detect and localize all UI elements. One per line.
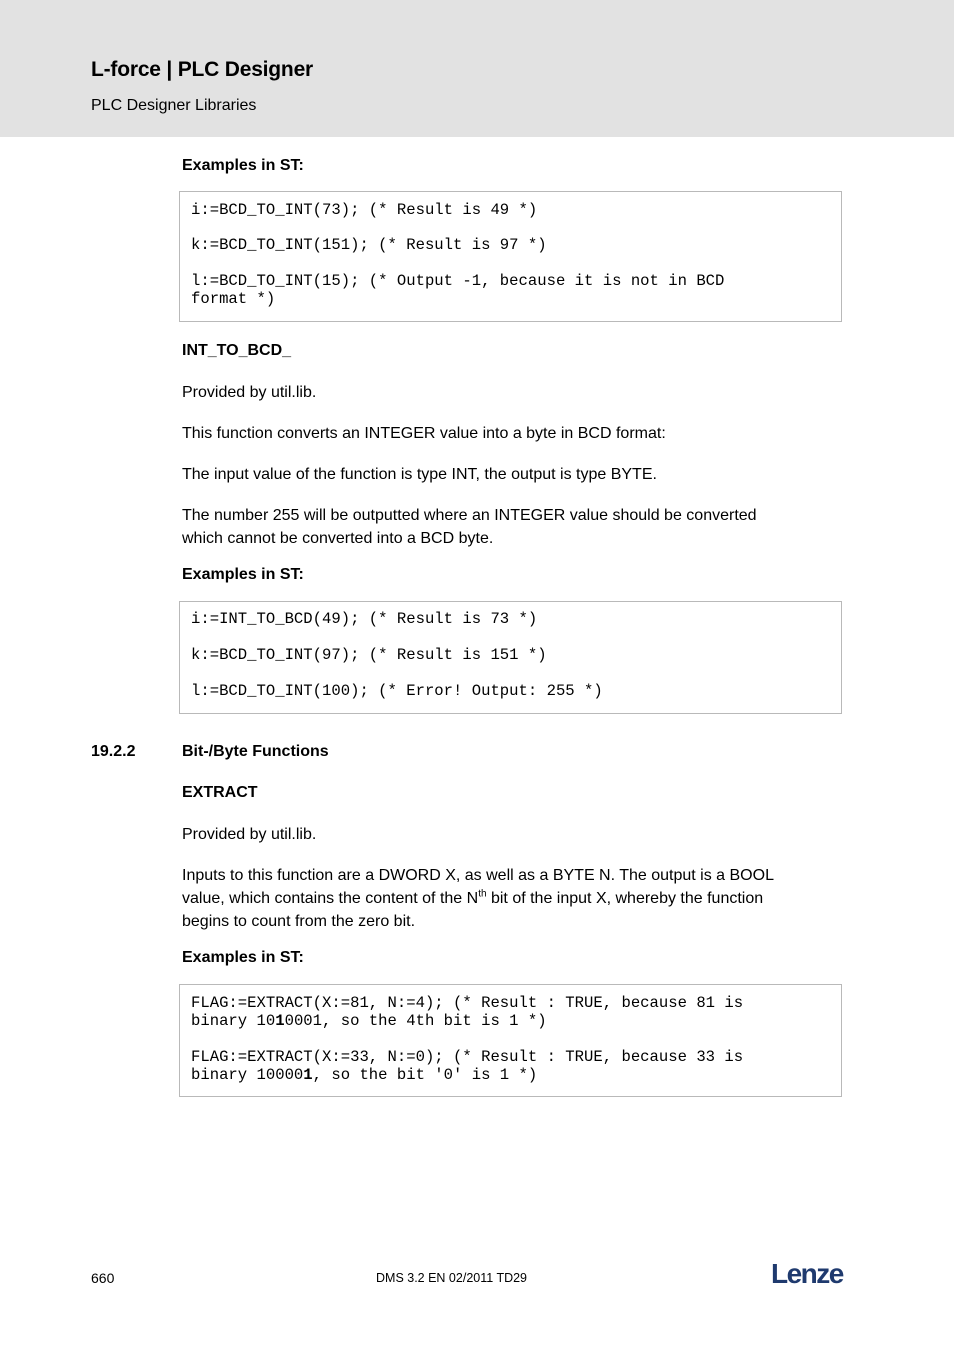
paragraph-line: The number 255 will be outputted where an INTEGER value should be converted <box>182 507 757 524</box>
page-number: 660 <box>91 1270 115 1286</box>
code-line: k:=BCD_TO_INT(97); (* Result is 151 *) <box>191 646 547 664</box>
superscript: th <box>478 888 487 900</box>
code-line: FLAG:=EXTRACT(X:=33, N:=0); (* Result : TRUE, because 33 is <box>191 1048 744 1066</box>
paragraph: This function converts an INTEGER value into a byte in BCD format: <box>182 425 666 442</box>
function-title: EXTRACT <box>182 784 258 801</box>
code-line: i:=INT_TO_BCD(49); (* Result is 73 *) <box>191 610 538 628</box>
code-line: l:=BCD_TO_INT(15); (* Output -1, because it is not in BCD <box>191 272 725 290</box>
code-bold-digit: 1 <box>303 1066 313 1084</box>
code-box <box>179 984 842 1097</box>
code-text: 0001, so the 4th bit is 1 *) <box>284 1012 547 1030</box>
paragraph <box>182 864 842 933</box>
paragraph: Provided by util.lib. <box>182 826 317 843</box>
code-bold-digit: 1 <box>275 1012 285 1030</box>
lenze-logo-icon <box>771 1259 851 1287</box>
paragraph-line <box>182 887 842 910</box>
examples-heading: Examples in ST: <box>182 949 304 966</box>
page-header <box>0 0 954 137</box>
paragraph <box>182 504 842 550</box>
text: value, which contains the content of the N <box>182 890 479 907</box>
code-text: binary 10000 <box>191 1066 304 1084</box>
code-line: k:=BCD_TO_INT(151); (* Result is 97 *) <box>191 236 547 254</box>
paragraph: The input value of the function is type INT, the output is type BYTE. <box>182 466 657 483</box>
code-line <box>191 1066 537 1084</box>
function-title: INT_TO_BCD_ <box>182 342 292 359</box>
document-subtitle: PLC Designer Libraries <box>91 97 257 114</box>
logo-text: Lenze <box>771 1259 843 1287</box>
code-line: l:=BCD_TO_INT(100); (* Error! Output: 255 *) <box>191 682 603 700</box>
paragraph: Provided by util.lib. <box>182 384 317 401</box>
text: bit of the input X, whereby the function <box>486 890 764 907</box>
paragraph-line: begins to count from the zero bit. <box>182 913 416 930</box>
code-text: , so the bit '0' is 1 *) <box>312 1066 538 1084</box>
document-title: L-force | PLC Designer <box>91 58 314 81</box>
code-line: i:=BCD_TO_INT(73); (* Result is 49 *) <box>191 201 538 219</box>
examples-heading: Examples in ST: <box>182 566 304 583</box>
code-text: binary 10 <box>191 1012 276 1030</box>
code-box <box>179 601 842 714</box>
lenze-logo <box>771 1259 851 1292</box>
code-line <box>191 1012 547 1030</box>
code-line: FLAG:=EXTRACT(X:=81, N:=4); (* Result : TRUE, because 81 is <box>191 994 744 1012</box>
code-line: format *) <box>191 290 276 308</box>
examples-heading: Examples in ST: <box>182 157 304 174</box>
paragraph-line: which cannot be converted into a BCD byte. <box>182 530 494 547</box>
document-id: DMS 3.2 EN 02/2011 TD29 <box>376 1271 528 1285</box>
paragraph-line: Inputs to this function are a DWORD X, as well as a BYTE N. The output is a BOOL <box>182 867 774 884</box>
section-title: Bit-/Byte Functions <box>182 743 329 760</box>
code-box <box>179 191 842 322</box>
section-number: 19.2.2 <box>91 743 136 760</box>
